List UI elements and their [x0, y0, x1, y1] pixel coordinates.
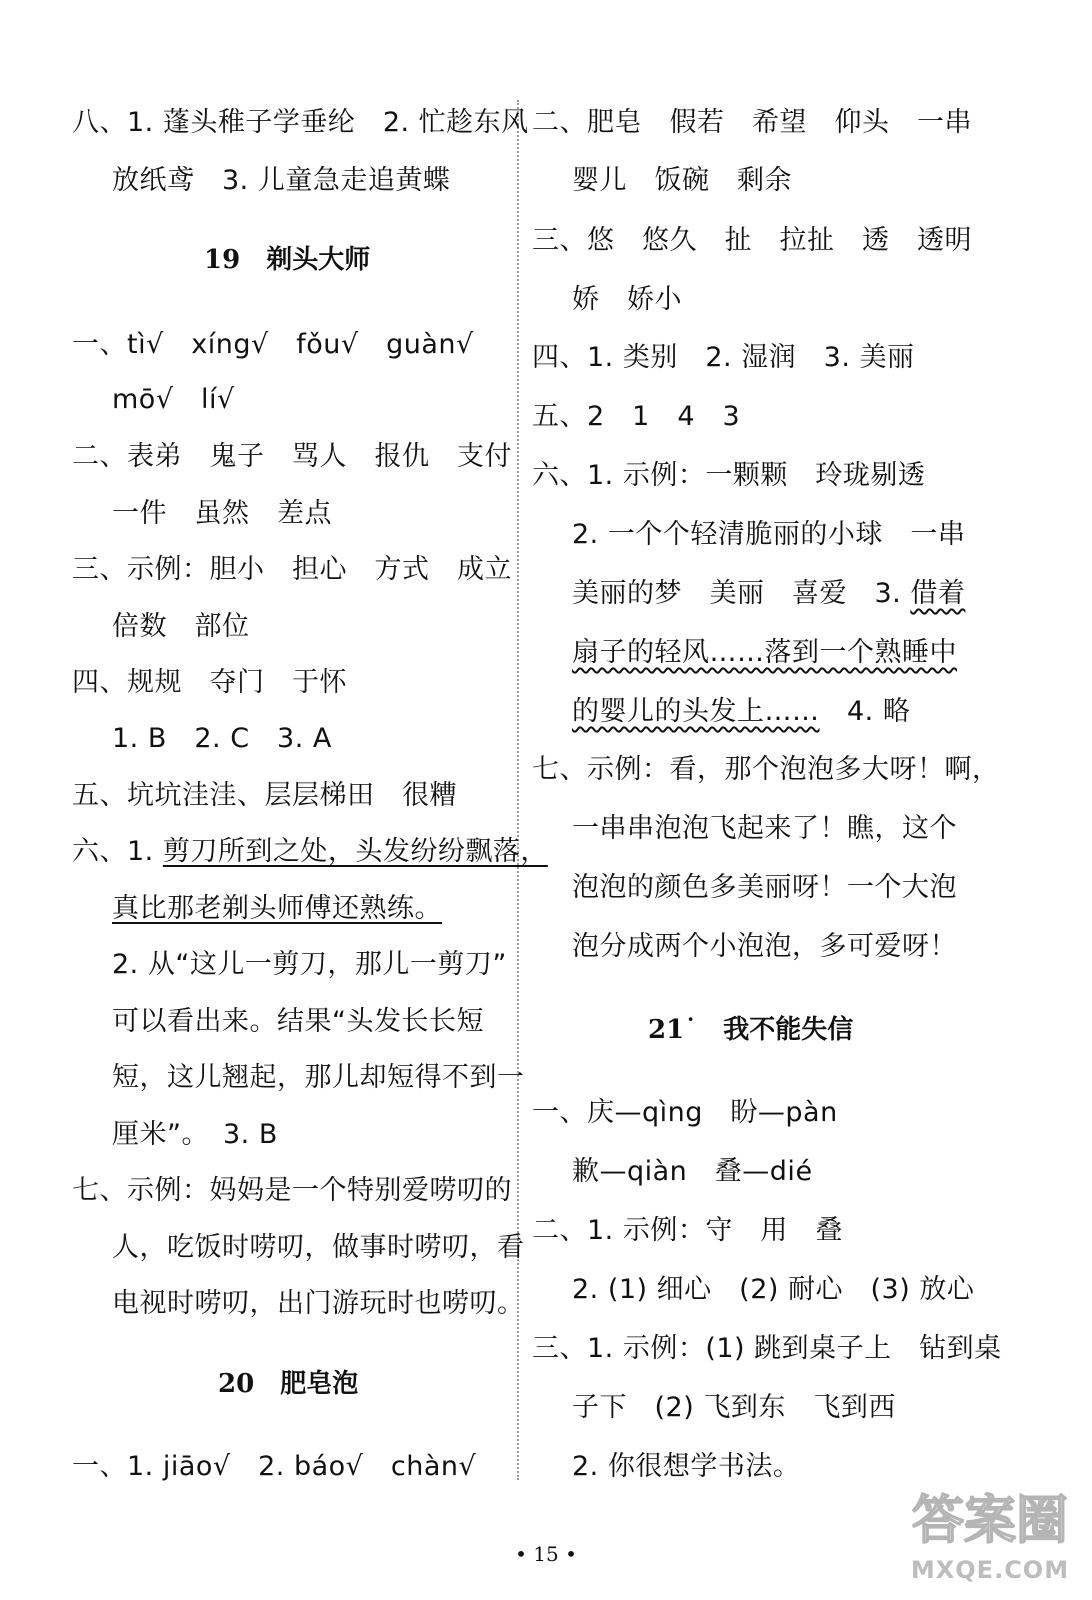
watermark-url: MXQE.COM	[910, 1556, 1070, 1584]
answer-line: 一、1. jiāo√ 2. báo√ chàn√	[72, 1451, 477, 1482]
answer-line: 五、2 1 4 3	[532, 401, 741, 432]
answer-line: 歉—qiàn 叠—dié	[572, 1156, 813, 1187]
column-divider	[517, 100, 519, 1480]
answer-line: 三、1. 示例：(1) 跳到桌子上 钻到桌	[532, 1333, 1002, 1364]
answer-line	[572, 692, 910, 732]
answer-line: 2. 从“这儿一剪刀，那儿一剪刀”	[112, 949, 507, 980]
answer-line: 倍数 部位	[112, 611, 250, 642]
answer-line: 放纸鸢 3. 儿童急走追黄蝶	[112, 165, 451, 196]
answer-line	[72, 832, 548, 872]
answer-line: 子下 (2) 飞到东 飞到西	[572, 1392, 896, 1423]
answer-text: 4. 略	[819, 696, 911, 727]
answer-line: 泡分成两个小泡泡，多可爱呀！	[572, 931, 957, 962]
answer-line: 一、tì√ xíng√ fǒu√ guàn√	[72, 329, 474, 360]
lesson-name: 剃头大师	[266, 245, 371, 275]
answer-line: 三、悠 悠久 扯 拉扯 透 透明	[532, 225, 972, 256]
lesson-name: 我不能失信	[723, 1015, 854, 1045]
answer-line: 二、1. 示例：守 用 叠	[532, 1215, 843, 1246]
underlined-answer: 真比那老剃头师傅还熟练。	[112, 893, 442, 924]
lesson-title-19	[204, 240, 370, 280]
lesson-title-20	[218, 1364, 358, 1404]
watermark-logo	[895, 1490, 1085, 1595]
answer-line: 一、庆—qìng 盼—pàn	[532, 1097, 838, 1128]
answer-line: mō√ lí√	[112, 384, 235, 415]
answer-line	[572, 574, 965, 614]
answer-line: 七、示例：妈妈是一个特别爱唠叨的	[72, 1175, 512, 1206]
lesson-number: 19	[204, 245, 241, 275]
answer-line: 四、规规 夺门 于怀	[72, 667, 347, 698]
answer-line: 婴儿 饭碗 剩余	[572, 165, 792, 196]
answer-prefix: 六、1.	[72, 836, 163, 867]
answer-line: 一件 虽然 差点	[112, 498, 332, 529]
answer-line: 六、1. 示例：一颗颗 玲珑剔透	[532, 460, 926, 491]
answer-line: 泡泡的颜色多美丽呀！一个大泡	[572, 872, 957, 903]
wavy-underlined-answer: 扇子的轻风……落到一个熟睡中	[572, 637, 957, 668]
answer-line: 一串串泡泡飞起来了！瞧，这个	[572, 813, 957, 844]
answer-line: 短，这儿翘起，那儿却短得不到一	[112, 1062, 525, 1093]
answer-line: 娇 娇小	[572, 284, 682, 315]
page-number: • 15 •	[515, 1542, 577, 1566]
lesson-number: 20	[218, 1369, 255, 1399]
answer-line: 2. 一个个轻清脆丽的小球 一串	[572, 519, 966, 550]
answer-line: 三、示例：胆小 担心 方式 成立	[72, 554, 512, 585]
lesson-name: 肥皂泡	[280, 1369, 359, 1399]
watermark-text: 答案圈	[911, 1491, 1068, 1551]
answer-line: 五、坑坑洼洼、层层梯田 很糟	[72, 780, 457, 811]
answer-line: 四、1. 类别 2. 湿润 3. 美丽	[532, 342, 915, 373]
answer-line: 二、表弟 鬼子 骂人 报仇 支付	[72, 441, 512, 472]
answer-line: 电视时唠叨，出门游玩时也唠叨。	[112, 1288, 525, 1319]
answer-line: 人，吃饭时唠叨，做事时唠叨，看	[112, 1232, 525, 1263]
answer-line: 二、肥皂 假若 希望 仰头 一串	[532, 107, 972, 138]
wavy-underlined-answer: 借着	[910, 578, 966, 609]
answer-line: 2. (1) 细心 (2) 耐心 (3) 放心	[572, 1274, 975, 1305]
answer-line	[112, 889, 442, 929]
lesson-number: 21˙	[648, 1015, 698, 1045]
answer-line	[572, 633, 957, 673]
answer-text: 美丽的梦 美丽 喜爱 3.	[572, 578, 911, 609]
answer-line: 2. 你很想学书法。	[572, 1451, 801, 1482]
underlined-answer: 剪刀所到之处，头发纷纷飘落，	[162, 836, 548, 867]
answer-line: 1. B 2. C 3. A	[112, 723, 332, 754]
lesson-title-21	[648, 1010, 853, 1050]
answer-line: 七、示例：看，那个泡泡多大呀！啊，	[532, 754, 1000, 785]
answer-line: 厘米”。 3. B	[112, 1119, 278, 1150]
wavy-underlined-answer: 的婴儿的头发上……	[572, 696, 820, 727]
answer-line: 可以看出来。结果“头发长长短	[112, 1006, 484, 1037]
answer-line: 八、1. 蓬头稚子学垂纶 2. 忙趁东风	[72, 107, 529, 138]
